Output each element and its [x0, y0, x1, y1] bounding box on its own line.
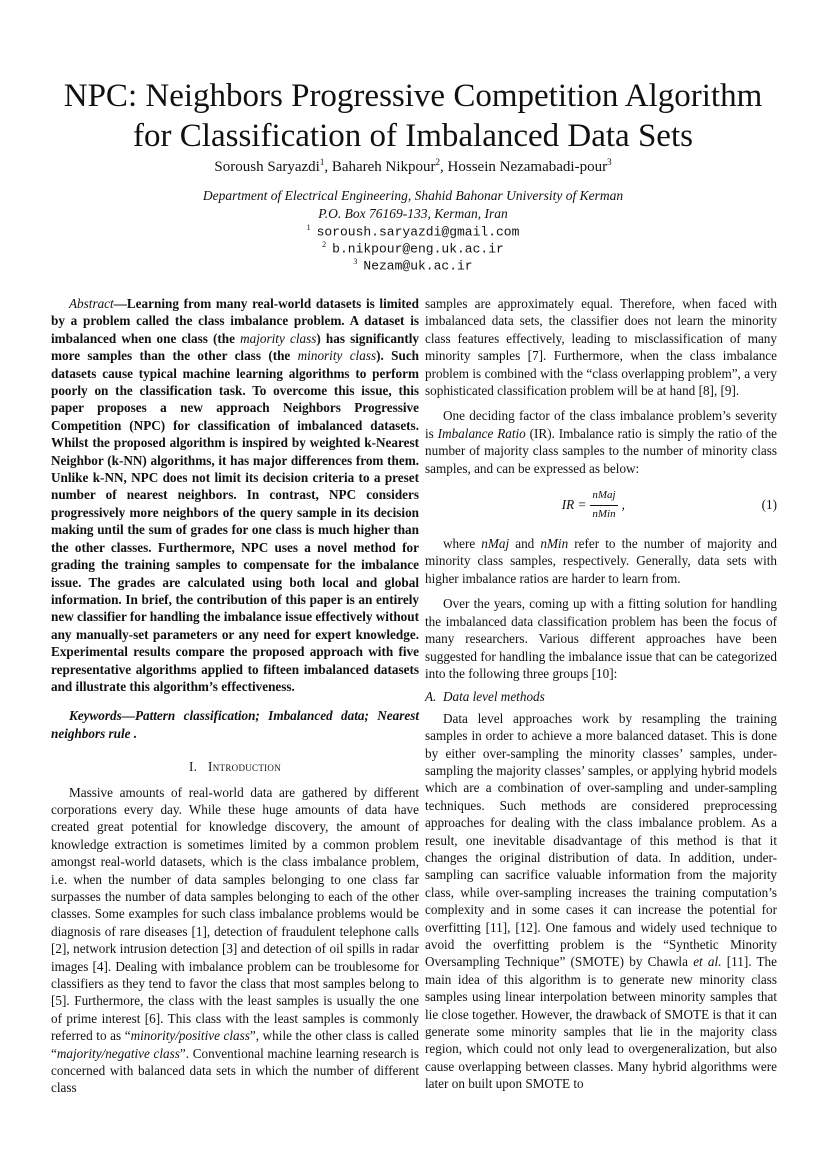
author-affil-mark: 1: [319, 157, 325, 167]
abstract-text: ). Such datasets cause typical machine learning algorithms to perform poorly on the classification task. To overcome this issue, this paper proposes a new approach Neighbors Progressive Competition (NPC) for classification of imbalanced datasets. Whilst the proposed algorithm is inspired by weighted k-Nearest Neighbor (k-NN) algorithms, it has major differences from them. Unlike k-NN, NPC does not limit its decision criteria to a preset number of nearest neighbors. In contrast, NPC considers progressively more neighbors of the query sample in its decision making until the sum of grades for one class is much higher than the other classes. Furthermore, NPC uses a novel method for grading the training samples to compensate for the imbalance issue. The grades are calculated using both local and global information. In brief, the contribution of this paper is an entirely new classifier for handling the imbalance issue effectively without any manually-set parameters or any need for expert knowledge. Experimental results compare the proposed approach with five representative algorithms applied to fifteen imbalanced datasets and illustrate this algorithm’s effectiveness.: [51, 348, 420, 694]
email-line: [40, 257, 786, 273]
right-column: [425, 295, 777, 1093]
et-al: et al.: [693, 954, 722, 970]
equation-lhs: IR =: [561, 497, 587, 513]
keywords-label: Keywords: [69, 708, 122, 724]
equation-denominator: nMin: [592, 507, 616, 520]
paper-title: [40, 76, 786, 156]
data-level-text: Data level approaches work by resampling the training samples in order to achieve a more balanced dataset. This is done by either over-sampling the minority classes’ samples, under-sampling the majority classes’ samples, or applying hybrid models which are a combination of over-sampling and under-sampling techniques. Such methods are considered preprocessing approaches for dealing with the class imbalance problem. As a result, one inevitable disadvantage of this method is that it changes the original distribution of data. In addition, under-sampling can sacrifice valuable information from the majority class, while over-sampling increases the training computation’s complexity and in some cases it can increase the potential for overfitting [11], [12]. One famous and widely used technique to avoid the overfitting problem is the “Synthetic Minority Oversampling Technique” (SMOTE) by Chawla: [425, 710, 777, 970]
abstract-term: minority class: [297, 348, 377, 364]
abstract-label: Abstract: [69, 296, 114, 311]
subsection-title: Data level methods: [442, 689, 545, 705]
equation-number: (1): [761, 497, 777, 513]
subsection-letter: A.: [425, 689, 437, 705]
author-affil-mark: 2: [435, 157, 441, 167]
imbalance-ratio-paragraph: [425, 407, 777, 477]
ir-text: (IR). Imbalance ratio is simply the ratio of the number of majority class samples to the number of minority class samples, and can be expressed as below:: [425, 425, 778, 476]
ir-text: One deciding factor of the class imbalance problem’s severity is: [425, 408, 777, 441]
affiliation-line-2: P.O. Box 76169-133, Kerman, Iran: [318, 206, 508, 221]
intro-term: majority/negative class: [56, 1045, 180, 1061]
email-address: b.nikpour@eng.uk.ac.ir: [332, 241, 504, 257]
email-mark: 1: [306, 223, 311, 232]
email-address: soroush.saryazdi@gmail.com: [316, 224, 520, 240]
where-symbol: nMaj: [481, 536, 510, 552]
where-text: where: [443, 536, 482, 552]
intro-text: Massive amounts of real-world data are gathered by different corporations every day. While these huge amounts of data have created great potential for knowledge discovery, the amount of knowledge extraction is sometimes limited by a common problem amongst real-world datasets, which is the class imbalance problem, i.e. when the number of data samples belonging to one class far surpasses the number of data samples belonging to each of the other classes. Some examples for such class imbalance problems would be diagnosis of rare diseases [1], detection of fraudulent telephone calls [2], network intrusion detection [3] and detection of oil spills in radar images [4]. Dealing with imbalance problem can be troublesome for classifiers as they tend to favor the class that most samples belong to [5]. Furthermore, the class with the least samples is usually the one of prime interest [6]. This class with the least samples is commonly referred to as “: [51, 784, 419, 1044]
ir-term: Imbalance Ratio: [437, 425, 526, 441]
affiliation-line-1: Department of Electrical Engineering, Shahid Bahonar University of Kerman: [202, 188, 624, 203]
intro-text: ”, while the other class is called “: [51, 1028, 419, 1061]
email-address: Nezam@uk.ac.ir: [363, 258, 473, 274]
keywords-text: —Pattern classification; Imbalanced data; Nearest neighbors rule .: [51, 708, 419, 741]
title-line-1: NPC: Neighbors Progressive Competition Algorithm: [63, 78, 763, 114]
where-text: and: [509, 536, 541, 552]
approaches-paragraph: Over the years, coming up with a fitting solution for handling the imbalanced data classification problem has been the focus of many researchers. Various different approaches have been suggested for handling the imbalance issue that can be categorized into the following three groups [10]:: [425, 596, 777, 681]
author-name: Bahareh Nikpour: [331, 159, 436, 175]
email-line: [40, 223, 786, 239]
intro-text: ”. Conventional machine learning research is concerned with balanced data sets in which the number of different class: [51, 1045, 419, 1096]
intro-term: minority/positive class: [130, 1028, 250, 1044]
equation-numerator: nMaj: [590, 487, 617, 505]
title-line-2: for Classification of Imbalanced Data Sets: [133, 118, 693, 154]
abstract: [51, 295, 419, 695]
email-mark: 3: [353, 257, 358, 266]
left-column: [51, 295, 419, 1097]
intro-paragraph: [51, 784, 419, 1097]
author-name: Soroush Saryazdi: [214, 159, 320, 175]
abstract-term: majority class: [240, 330, 317, 346]
data-level-text: [11]. The main idea of this algorithm is to generate new minority class samples using linear interpolation between minority samples that lie close together. However, the drawback of SMOTE is that it can generate some minority samples that lie in the majority class region, which could not only lead to overgeneralization, but also cause overlapping between classes. Many hybrid algorithms were later on built upon SMOTE to: [425, 954, 778, 1092]
where-text: refer to the number of majority and minority class samples, respectively. Generally, data sets with higher imbalance ratios are harder to learn from.: [425, 536, 777, 586]
abstract-text: —Learning from many real-world datasets is limited by a problem called the class imbalance problem. A dataset is imbalanced when one class (the: [51, 296, 419, 346]
abstract-text: ) has significantly more samples than the other class (the: [51, 330, 419, 364]
equation-body: [425, 487, 762, 523]
email-line: [40, 240, 786, 256]
email-mark: 2: [322, 240, 327, 249]
equation-fraction: [590, 487, 617, 523]
data-level-paragraph: [425, 710, 777, 1093]
author-affil-mark: 3: [607, 157, 612, 167]
subsection-heading-data-level: [425, 688, 777, 705]
intro-paragraph-continued: samples are approximately equal. Therefore, when faced with imbalanced data sets, the classifier does not learn the minority class features effectively, leading to misclassification of many minority samples [7]. Furthermore, when the class imbalance problem is combined with the “class overlapping problem”, a very sophisticated classification problem will be at hand [8], [9].: [425, 296, 777, 399]
where-symbol: nMin: [540, 536, 569, 552]
equation-1: [425, 485, 777, 525]
author-name: Hossein Nezamabadi-pour: [447, 159, 608, 175]
keywords: [51, 707, 419, 742]
section-heading-introduction: [51, 758, 419, 775]
author-list: Soroush Saryazdi$^1$, Bahareh Nikpour$^2$, Hossein Nezamabadi-pour$^3$: [214, 157, 612, 175]
affiliation: [40, 187, 786, 223]
where-paragraph: [425, 535, 777, 587]
section-numeral: I.: [188, 759, 198, 775]
equation-trail: ,: [621, 497, 625, 513]
section-title: Introduction: [208, 759, 282, 775]
